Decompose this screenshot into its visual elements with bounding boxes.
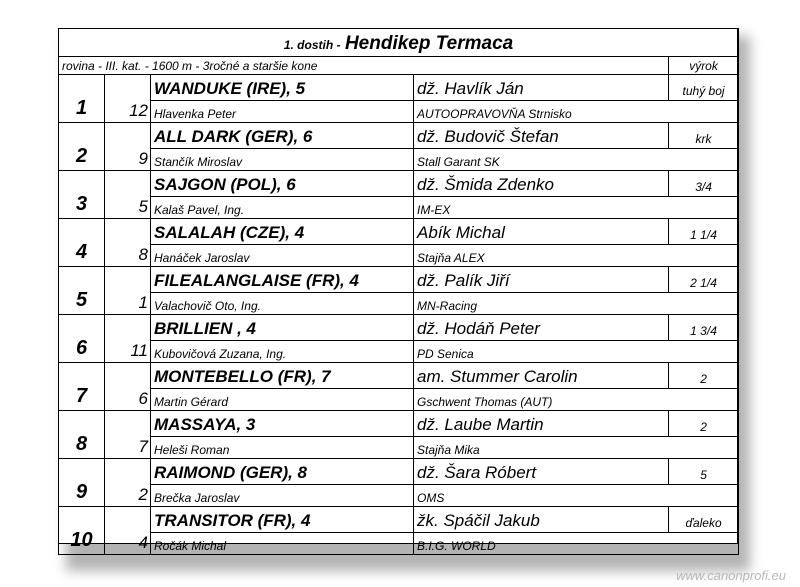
finish-margin: 2 (669, 411, 739, 437)
trainer-name: Martin Gérard (151, 389, 414, 411)
jockey-name: dž. Laube Martin (414, 411, 669, 437)
race-title (59, 29, 739, 57)
finish-position: 3 (59, 171, 105, 219)
finish-margin: krk (669, 123, 739, 149)
results-sheet (58, 28, 738, 553)
trainer-name: Stančík Miroslav (151, 149, 414, 171)
horse-name: MASSAYA, 3 (151, 411, 414, 437)
result-row (59, 315, 739, 341)
horse-name: SAJGON (POL), 6 (151, 171, 414, 197)
trainer-name: Kalaš Pavel, Ing. (151, 197, 414, 219)
jockey-name: dž. Hodáň Peter (414, 315, 669, 341)
result-row (59, 123, 739, 149)
trainer-name: Brečka Jaroslav (151, 485, 414, 507)
result-row (59, 507, 739, 533)
finish-margin: 1 1/4 (669, 219, 739, 245)
jockey-name: am. Stummer Carolin (414, 363, 669, 389)
result-detail-row (59, 293, 739, 315)
finish-margin: ďaleko (669, 507, 739, 533)
result-detail-row (59, 533, 739, 555)
result-detail-row (59, 341, 739, 363)
result-row (59, 219, 739, 245)
start-number: 12 (105, 75, 151, 123)
result-detail-row (59, 245, 739, 267)
result-row (59, 459, 739, 485)
owner-name: AUTOOPRAVOVŇA Strnisko (414, 101, 739, 123)
owner-name: B.I.G. WORLD (414, 533, 739, 555)
start-number: 5 (105, 171, 151, 219)
jockey-name: dž. Šmida Zdenko (414, 171, 669, 197)
jockey-name: dž. Palík Jiří (414, 267, 669, 293)
start-number: 6 (105, 363, 151, 411)
finish-margin: 2 1/4 (669, 267, 739, 293)
owner-name: Stall Garant SK (414, 149, 739, 171)
result-detail-row (59, 437, 739, 459)
owner-name: OMS (414, 485, 739, 507)
race-name: Hendikep Termaca (344, 33, 514, 54)
result-row (59, 267, 739, 293)
trainer-name: Hlavenka Peter (151, 101, 414, 123)
result-detail-row (59, 485, 739, 507)
jockey-name: dž. Šara Róbert (414, 459, 669, 485)
start-number: 8 (105, 219, 151, 267)
owner-name: Gschwent Thomas (AUT) (414, 389, 739, 411)
horse-name: RAIMOND (GER), 8 (151, 459, 414, 485)
start-number: 1 (105, 267, 151, 315)
finish-position: 7 (59, 363, 105, 411)
trainer-name: Ročák Michal (151, 533, 414, 555)
start-number: 11 (105, 315, 151, 363)
results-table (58, 28, 739, 555)
finish-margin: tuhý boj (669, 75, 739, 101)
result-detail-row (59, 149, 739, 171)
finish-position: 4 (59, 219, 105, 267)
race-conditions: rovina - III. kat. - 1600 m - 3ročné a staršie kone (59, 57, 669, 75)
title-row (59, 29, 739, 57)
result-row (59, 75, 739, 101)
owner-name: Stajňa Mika (414, 437, 739, 459)
owner-name: PD Senica (414, 341, 739, 363)
conditions-row (59, 57, 739, 75)
jockey-name: dž. Budovič Štefan (414, 123, 669, 149)
result-row (59, 363, 739, 389)
horse-name: MONTEBELLO (FR), 7 (151, 363, 414, 389)
result-row (59, 171, 739, 197)
finish-position: 1 (59, 75, 105, 123)
horse-name: WANDUKE (IRE), 5 (151, 75, 414, 101)
finish-margin: 3/4 (669, 171, 739, 197)
start-number: 7 (105, 411, 151, 459)
jockey-name: Abík Michal (414, 219, 669, 245)
finish-margin: 5 (669, 459, 739, 485)
horse-name: ALL DARK (GER), 6 (151, 123, 414, 149)
watermark: www.canonprofi.eu (676, 568, 786, 583)
finish-position: 9 (59, 459, 105, 507)
trainer-name: Heleši Roman (151, 437, 414, 459)
finish-position: 2 (59, 123, 105, 171)
jockey-name: dž. Havlík Ján (414, 75, 669, 101)
result-detail-row (59, 197, 739, 219)
owner-name: MN-Racing (414, 293, 739, 315)
finish-margin: 2 (669, 363, 739, 389)
result-row (59, 411, 739, 437)
horse-name: BRILLIEN , 4 (151, 315, 414, 341)
horse-name: TRANSITOR (FR), 4 (151, 507, 414, 533)
start-number: 2 (105, 459, 151, 507)
finish-margin: 1 3/4 (669, 315, 739, 341)
result-detail-row (59, 389, 739, 411)
finish-position: 5 (59, 267, 105, 315)
margin-header: výrok (669, 57, 739, 75)
finish-position: 10 (59, 507, 105, 555)
trainer-name: Valachovič Oto, Ing. (151, 293, 414, 315)
trainer-name: Kubovičová Zuzana, Ing. (151, 341, 414, 363)
trainer-name: Hanáček Jaroslav (151, 245, 414, 267)
jockey-name: žk. Spáčil Jakub (414, 507, 669, 533)
finish-position: 6 (59, 315, 105, 363)
start-number: 4 (105, 507, 151, 555)
owner-name: Stajňa ALEX (414, 245, 739, 267)
owner-name: IM-EX (414, 197, 739, 219)
finish-position: 8 (59, 411, 105, 459)
result-detail-row (59, 101, 739, 123)
start-number: 9 (105, 123, 151, 171)
horse-name: FILEALANGLAISE (FR), 4 (151, 267, 414, 293)
race-number: 1. dostih - (283, 38, 341, 52)
horse-name: SALALAH (CZE), 4 (151, 219, 414, 245)
